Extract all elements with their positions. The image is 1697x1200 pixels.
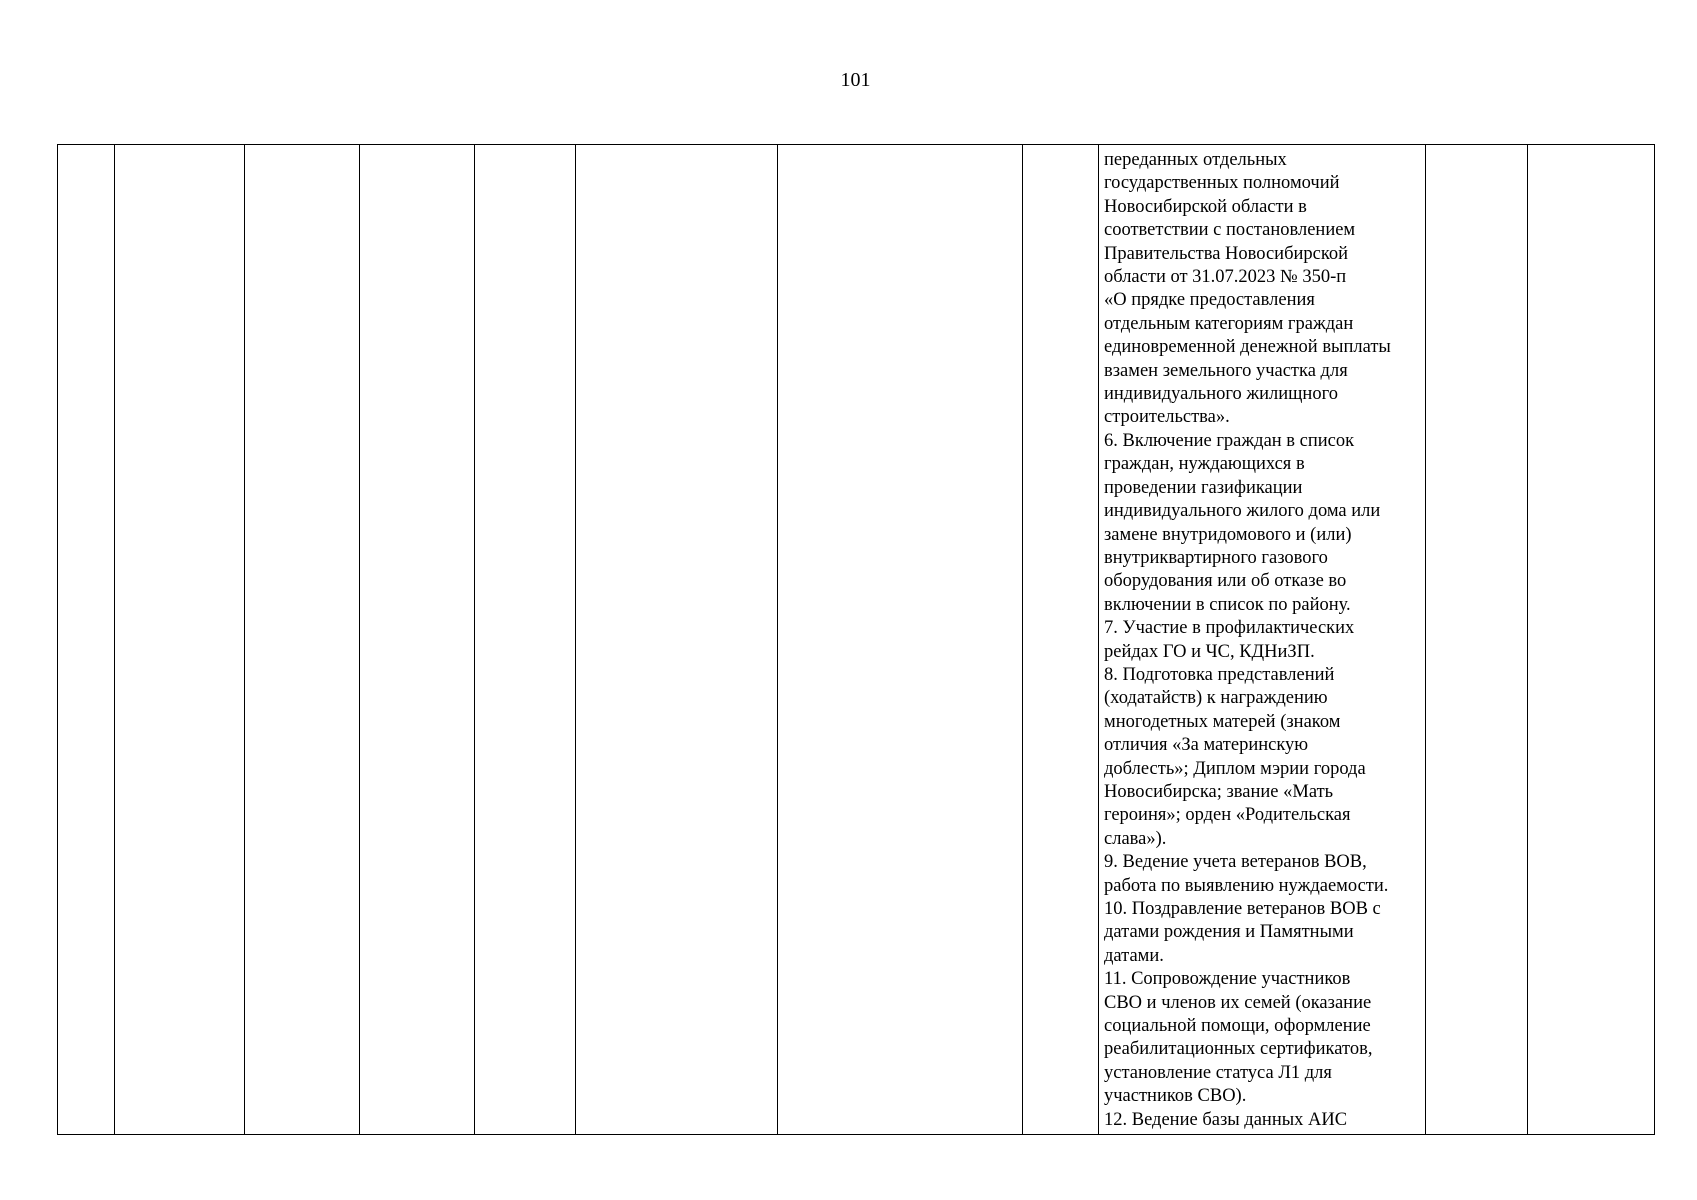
table-cell-7 (778, 145, 1023, 1135)
text-line: области от 31.07.2023 № 350-п (1104, 267, 1347, 288)
table-cell-4 (360, 145, 475, 1135)
text-line: 11. Сопровождение участников (1104, 969, 1351, 990)
text-line: социальной помощи, оформление (1104, 1016, 1371, 1037)
text-line: доблесть»; Диплом мэрии города (1104, 758, 1366, 779)
text-line: 10. Поздравление ветеранов ВОВ с (1104, 899, 1381, 919)
text-line: включении в список по району. (1104, 594, 1351, 615)
table-cell-11 (1528, 145, 1655, 1135)
text-line: 7. Участие в профилактических (1104, 618, 1355, 639)
text-line: оборудования или об отказе во (1104, 571, 1347, 592)
text-line: граждан, нуждающихся в (1104, 454, 1305, 475)
text-line: проведении газификации (1104, 477, 1303, 498)
table-cell-1 (58, 145, 115, 1135)
text-line: 12. Ведение базы данных АИС (1104, 1109, 1348, 1130)
text-line: индивидуального жилого дома или (1104, 501, 1381, 522)
table-cell-3 (245, 145, 360, 1135)
text-line: СВО и членов их семей (оказание (1104, 992, 1372, 1013)
text-line: Новосибирской области в (1104, 196, 1307, 217)
text-line: соответствии с постановлением (1104, 220, 1356, 241)
text-line: (ходатайств) к награждению (1104, 688, 1328, 709)
text-line: замене внутридомового и (или) (1104, 524, 1352, 545)
table-cell-6 (576, 145, 778, 1135)
text-line: единовременной денежной выплаты (1104, 337, 1391, 358)
table-cell-2 (115, 145, 245, 1135)
text-line: отличия «За материнскую (1104, 735, 1309, 756)
text-line: государственных полномочий (1104, 173, 1340, 194)
text-line: «О прядке предоставления (1104, 290, 1315, 311)
text-line: 8. Подготовка представлений (1104, 664, 1335, 685)
text-line: многодетных матерей (знаком (1104, 711, 1341, 732)
table-cell-9-text (1099, 145, 1426, 1135)
table-row (58, 145, 1655, 1135)
page-number: 101 (840, 69, 871, 91)
text-line: рейдах ГО и ЧС, КДНиЗП. (1104, 641, 1315, 662)
text-line: работа по выявлению нуждаемости. (1104, 875, 1389, 896)
text-line: переданных отдельных (1104, 150, 1287, 170)
text-line: героиня»; орден «Родительская (1104, 805, 1351, 826)
text-line: отдельным категориям граждан (1104, 313, 1354, 334)
text-line: взамен земельного участка для (1104, 360, 1348, 381)
text-line: Правительства Новосибирской (1104, 243, 1349, 264)
text-line: реабилитационных сертификатов, (1104, 1039, 1373, 1060)
text-line: Новосибирска; звание «Мать (1104, 781, 1334, 802)
text-line: установление статуса Л1 для (1104, 1062, 1332, 1083)
text-line: датами рождения и Памятными (1104, 922, 1354, 943)
text-line: строительства». (1104, 407, 1230, 428)
text-line: участников СВО). (1104, 1086, 1247, 1107)
document-table (57, 144, 1655, 1135)
cell-text-content (1099, 145, 1425, 1134)
table-cell-5 (475, 145, 576, 1135)
table-cell-10 (1426, 145, 1528, 1135)
text-line: индивидуального жилищного (1104, 384, 1338, 405)
table-cell-8 (1023, 145, 1099, 1135)
text-line: датами. (1104, 945, 1164, 966)
text-line: внутриквартирного газового (1104, 547, 1328, 568)
text-line: 6. Включение граждан в список (1104, 430, 1355, 451)
text-line: 9. Ведение учета ветеранов ВОВ, (1104, 852, 1367, 873)
text-line: слава»). (1104, 828, 1167, 849)
